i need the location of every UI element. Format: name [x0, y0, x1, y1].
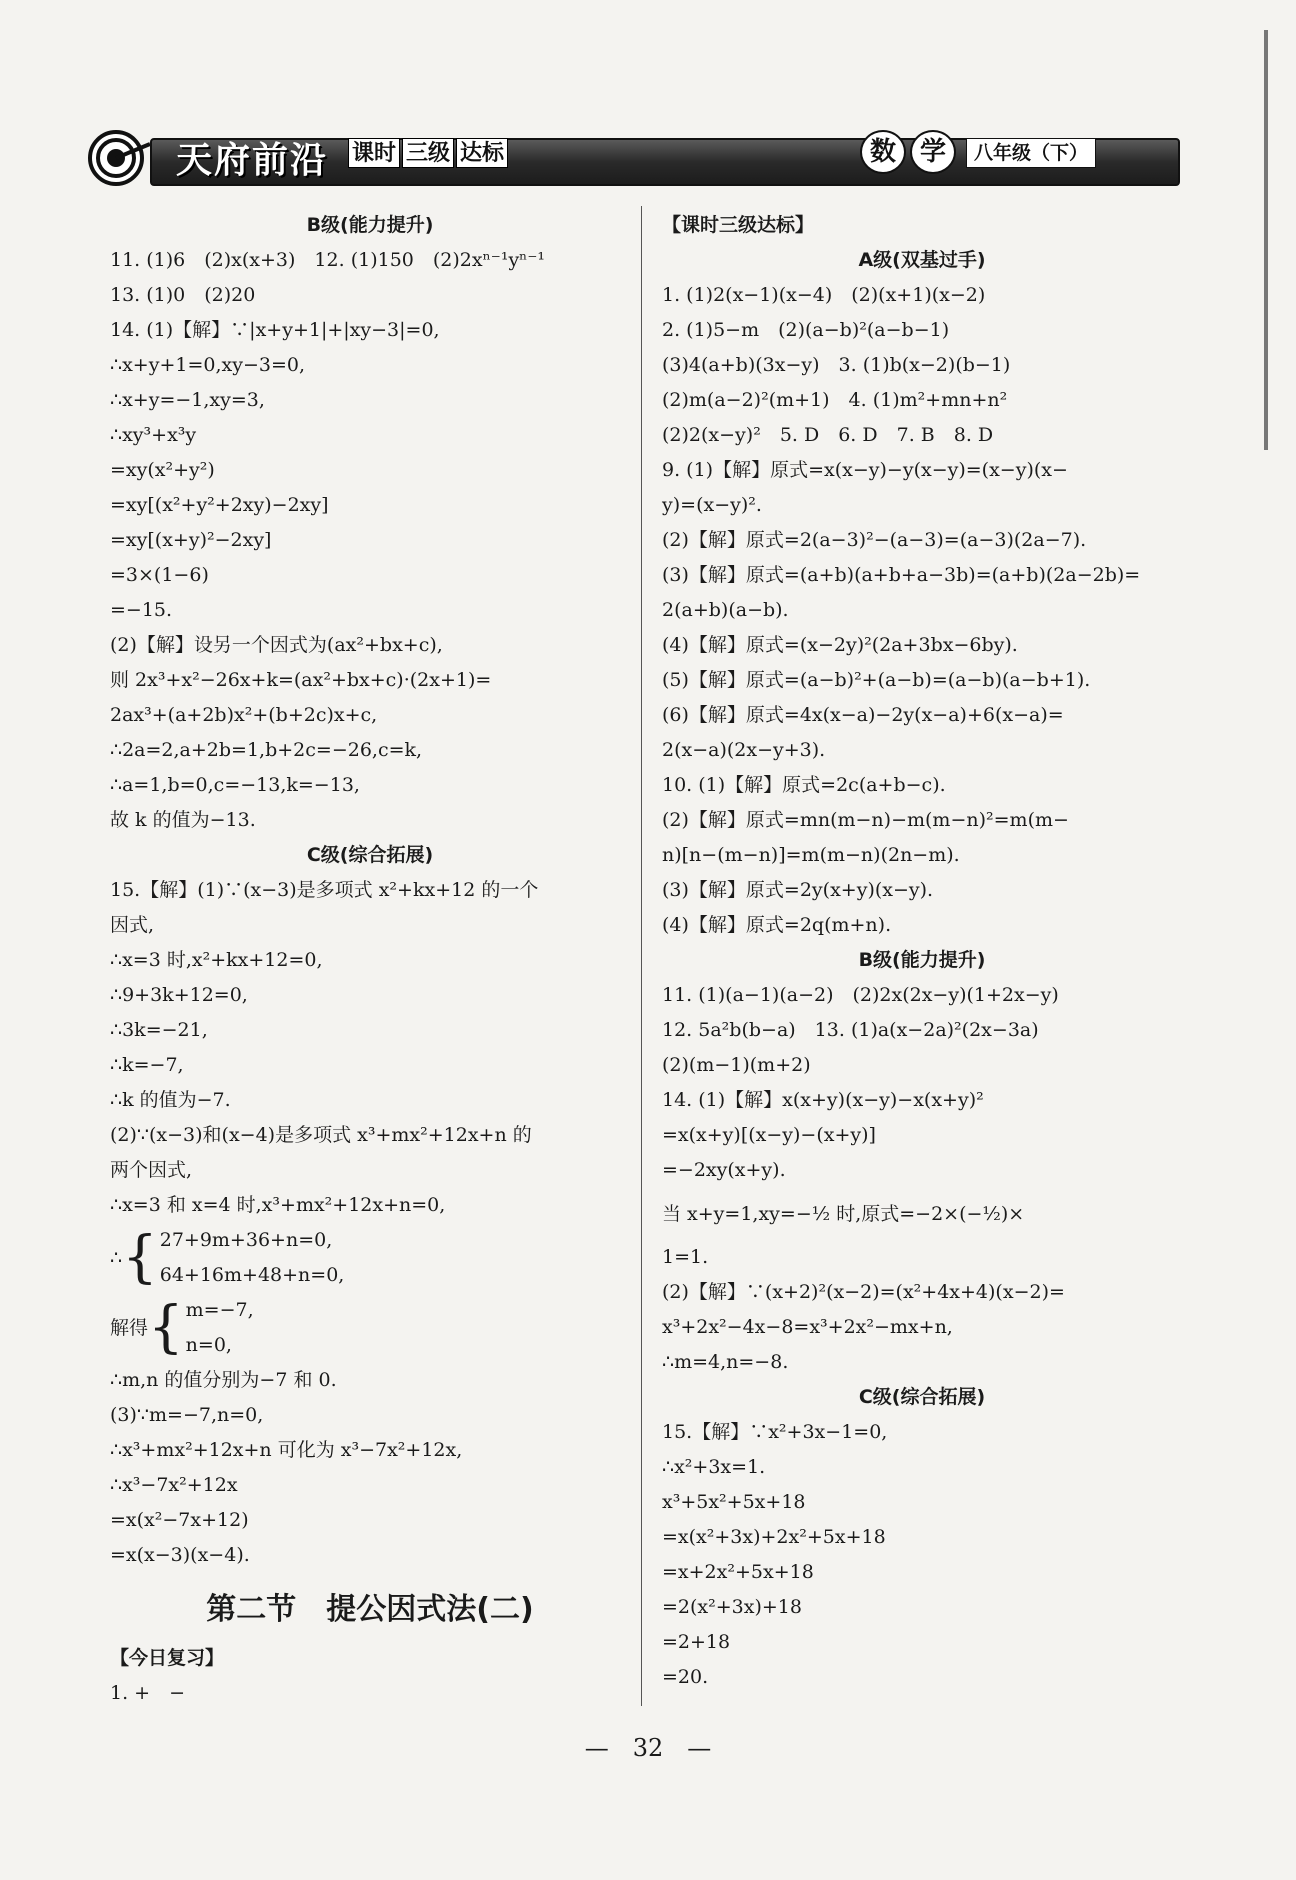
- answer-line: 2(a+b)(a−b).: [662, 599, 789, 621]
- brand-sub-1: 课时: [348, 138, 400, 168]
- section-heading: B级(能力提升): [858, 949, 986, 971]
- answer-line: 2(x−a)(2x−y+3).: [662, 739, 826, 761]
- system-prefix: ∴: [110, 1246, 123, 1269]
- answer-line: n)[n−(m−n)]=m(m−n)(2n−m).: [662, 844, 960, 866]
- answer-line: (2)【解】∵(x+2)²(x−2)=(x²+4x+4)(x−2)=: [662, 1281, 1065, 1303]
- answer-line: ∴2a=2,a+2b=1,b+2c=−26,c=k,: [110, 739, 423, 761]
- answer-line: (2)(m−1)(m+2): [662, 1054, 811, 1076]
- answer-line: ∴m,n 的值分别为−7 和 0.: [110, 1369, 337, 1391]
- answer-line: ∴x+y+1=0,xy−3=0,: [110, 354, 306, 376]
- answer-line: (4)【解】原式=(x−2y)²(2a+3bx−6by).: [662, 634, 1018, 656]
- right-column: [662, 208, 1182, 1695]
- answer-line: 15.【解】(1)∵(x−3)是多项式 x²+kx+12 的一个: [110, 879, 539, 901]
- answer-block: [662, 1240, 1182, 1380]
- system-prefix: 解得: [110, 1316, 149, 1339]
- answer-line: ∴3k=−21,: [110, 1019, 208, 1041]
- answer-line: =xy[(x+y)²−2xy]: [110, 529, 272, 551]
- answer-line: (5)【解】原式=(a−b)²+(a−b)=(a−b)(a−b+1).: [662, 669, 1091, 691]
- answer-block: [110, 1363, 630, 1573]
- column-divider: [641, 206, 642, 1706]
- answer-line: ∴k 的值为−7.: [110, 1089, 231, 1111]
- answer-line: x³+2x²−4x−8=x³+2x²−mx+n,: [662, 1316, 953, 1338]
- system-lines: [186, 1293, 254, 1363]
- system-line: 64+16m+48+n=0,: [159, 1264, 345, 1286]
- answer-line: 则 2x³+x²−26x+k=(ax²+bx+c)·(2x+1)=: [110, 669, 492, 691]
- page-number: — 32 —: [584, 1734, 712, 1762]
- answer-line: =3×(1−6): [110, 564, 209, 586]
- answer-line: (6)【解】原式=4x(x−a)−2y(x−a)+6(x−a)=: [662, 704, 1064, 726]
- brand-sub-3: 达标: [456, 138, 508, 168]
- answer-line: 因式,: [110, 914, 155, 936]
- answer-line: 14. (1)【解】∵|x+y+1|+|xy−3|=0,: [110, 319, 440, 341]
- grade-label: 八年级（下）: [966, 138, 1096, 168]
- left-column: [110, 208, 630, 1711]
- answer-line: =x(x²−7x+12): [110, 1509, 249, 1531]
- column-heading: 【课时三级达标】: [662, 214, 815, 236]
- answer-line: =−15.: [110, 599, 173, 621]
- answer-line: =x(x+y)[(x−y)−(x+y)]: [662, 1124, 876, 1146]
- answer-line: (2)【解】设另一个因式为(ax²+bx+c),: [110, 634, 443, 656]
- answer-block: [110, 243, 630, 838]
- header-banner: [86, 128, 1178, 186]
- answer-line: =xy(x²+y²): [110, 459, 215, 481]
- subject-badge: [860, 130, 956, 170]
- answer-block: [662, 1415, 1182, 1695]
- system-line: n=0,: [185, 1334, 232, 1356]
- answer-line: 11. (1)(a−1)(a−2) (2)2x(2x−y)(1+2x−y): [662, 984, 1059, 1006]
- answer-line: (2)2(x−y)² 5. D 6. D 7. B 8. D: [662, 424, 994, 446]
- answer-line: =x(x²+3x)+2x²+5x+18: [662, 1526, 886, 1548]
- answer-line: ∴x³+mx²+12x+n 可化为 x³−7x²+12x,: [110, 1439, 463, 1461]
- answer-line: =x+2x²+5x+18: [662, 1561, 814, 1583]
- answer-line: ∴a=1,b=0,c=−13,k=−13,: [110, 774, 360, 796]
- answer-line: y)=(x−y)².: [662, 494, 762, 516]
- answer-line: =−2xy(x+y).: [662, 1159, 786, 1181]
- answer-line: =2(x²+3x)+18: [662, 1596, 802, 1618]
- section-heading: C级(综合拓展): [306, 844, 434, 866]
- answer-line: 11. (1)6 (2)x(x+3) 12. (1)150 (2)2xⁿ⁻¹yⁿ⁻¹: [110, 249, 546, 271]
- section-title: 第二节 提公因式法(二): [206, 1592, 534, 1627]
- answer-line: =2+18: [662, 1631, 731, 1653]
- answer-line: (2)m(a−2)²(m+1) 4. (1)m²+mn+n²: [662, 389, 1008, 411]
- answer-block: [662, 278, 1182, 943]
- answer-line: ∴x+y=−1,xy=3,: [110, 389, 265, 411]
- answer-line: x³+5x²+5x+18: [662, 1491, 806, 1513]
- fraction-line: 当 x+y=1,xy=−½ 时,原式=−2×(−½)×: [662, 1203, 1025, 1225]
- answer-line: ∴xy³+x³y: [110, 424, 197, 446]
- answer-line: 9. (1)【解】原式=x(x−y)−y(x−y)=(x−y)(x−: [662, 459, 1068, 481]
- solution-system: [110, 1293, 630, 1363]
- answer-line: (2)【解】原式=mn(m−n)−m(m−n)²=m(m−: [662, 809, 1069, 831]
- answer-line: 14. (1)【解】x(x+y)(x−y)−x(x+y)²: [662, 1089, 984, 1111]
- answer-line: ∴m=4,n=−8.: [662, 1351, 789, 1373]
- system-line: 27+9m+36+n=0,: [159, 1229, 333, 1251]
- answer-line: ∴x²+3x=1.: [662, 1456, 766, 1478]
- answer-line: 2. (1)5−m (2)(a−b)²(a−b−1): [662, 319, 950, 341]
- target-icon: [86, 128, 152, 186]
- answer-line: 两个因式,: [110, 1159, 193, 1181]
- system-lines: [160, 1223, 345, 1293]
- answer-line: (3)∵m=−7,n=0,: [110, 1404, 264, 1426]
- answer-line: (3)4(a+b)(3x−y) 3. (1)b(x−2)(b−1): [662, 354, 1011, 376]
- answer-line: (3)【解】原式=2y(x+y)(x−y).: [662, 879, 934, 901]
- answer-line: 故 k 的值为−13.: [110, 809, 256, 831]
- answer-block: [110, 873, 630, 1223]
- equation-system: [110, 1223, 630, 1293]
- answer-line: 1=1.: [662, 1246, 709, 1268]
- scan-edge-mark: [1264, 30, 1268, 450]
- answer-line: 12. 5a²b(b−a) 13. (1)a(x−2a)²(2x−3a): [662, 1019, 1039, 1041]
- answer-line: 1. + −: [110, 1682, 186, 1704]
- answer-line: ∴x³−7x²+12x: [110, 1474, 238, 1496]
- answer-line: (2)【解】原式=2(a−3)²−(a−3)=(a−3)(2a−7).: [662, 529, 1087, 551]
- answer-line: 15.【解】∵x²+3x−1=0,: [662, 1421, 888, 1443]
- answer-line: =x(x−3)(x−4).: [110, 1544, 250, 1566]
- subject-char-1: 数: [860, 130, 906, 174]
- answer-line: 13. (1)0 (2)20: [110, 284, 256, 306]
- brace-icon: {: [122, 1225, 158, 1290]
- answer-line: =xy[(x²+y²+2xy)−2xy]: [110, 494, 329, 516]
- brand-sub-2: 三级: [402, 138, 454, 168]
- answer-line: (4)【解】原式=2q(m+n).: [662, 914, 892, 936]
- subject-char-2: 学: [910, 130, 956, 174]
- answer-line: (2)∵(x−3)和(x−4)是多项式 x³+mx²+12x+n 的: [110, 1124, 532, 1146]
- review-heading: 【今日复习】: [110, 1647, 225, 1669]
- answer-line: 10. (1)【解】原式=2c(a+b−c).: [662, 774, 946, 796]
- section-heading: A级(双基过手): [858, 249, 986, 271]
- answer-line: ∴x=3 和 x=4 时,x³+mx²+12x+n=0,: [110, 1194, 446, 1216]
- answer-line: ∴x=3 时,x²+kx+12=0,: [110, 949, 323, 971]
- brand-title: 天府前沿: [176, 140, 329, 181]
- answer-line: =20.: [662, 1666, 709, 1688]
- section-heading: C级(综合拓展): [858, 1386, 986, 1408]
- section-heading: B级(能力提升): [306, 214, 434, 236]
- answer-line: 2ax³+(a+2b)x²+(b+2c)x+c,: [110, 704, 378, 726]
- answer-line: (3)【解】原式=(a+b)(a+b+a−3b)=(a+b)(2a−2b)=: [662, 564, 1141, 586]
- brace-icon: {: [148, 1295, 184, 1360]
- system-line: m=−7,: [185, 1299, 254, 1321]
- answer-line: ∴9+3k+12=0,: [110, 984, 248, 1006]
- answer-block: [662, 978, 1182, 1188]
- answer-line: ∴k=−7,: [110, 1054, 184, 1076]
- answer-line: 1. (1)2(x−1)(x−4) (2)(x+1)(x−2): [662, 284, 986, 306]
- brand-subtitle: [348, 138, 508, 168]
